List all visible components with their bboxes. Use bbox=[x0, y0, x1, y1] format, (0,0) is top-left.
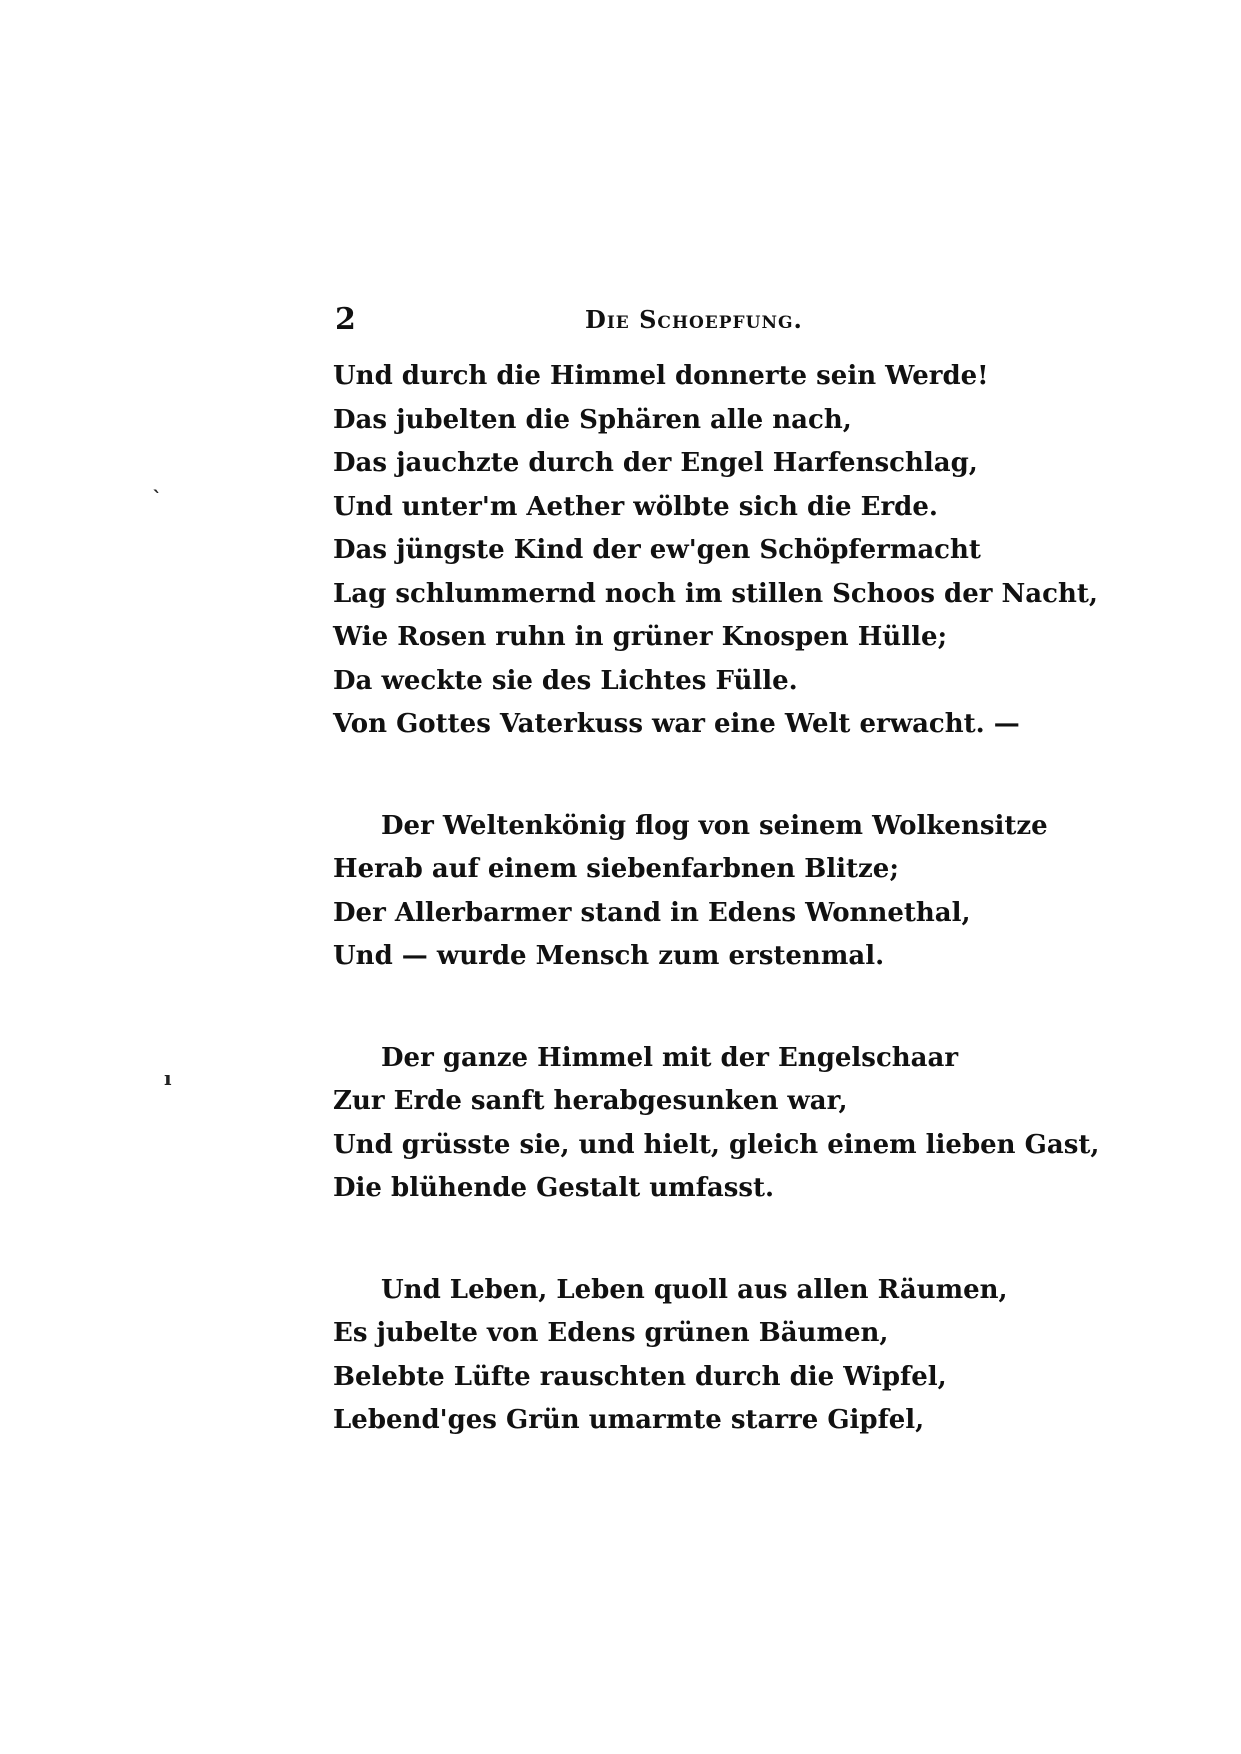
stanza-4 bbox=[333, 1269, 1133, 1443]
verse-line: Der Allerbarmer stand in Edens Wonnethal, bbox=[333, 897, 971, 928]
verse-line: Der ganze Himmel mit der Engelschaar bbox=[381, 1042, 959, 1073]
page-number: 2 bbox=[335, 302, 356, 337]
verse-line: Der Weltenkönig flog von seinem Wolkensitze bbox=[381, 810, 1048, 841]
verse-line: Herab auf einem siebenfarbnen Blitze; bbox=[333, 854, 899, 884]
verse-line: Es jubelte von Edens grünen Bäumen, bbox=[333, 1318, 889, 1348]
verse-line: Die blühende Gestalt umfasst. bbox=[333, 1173, 775, 1203]
verse-line: Das jüngste Kind der ew'gen Schöpfermacht bbox=[333, 535, 981, 565]
stanza-2 bbox=[333, 805, 1133, 979]
verse-line: Das jauchzte durch der Engel Harfenschlag, bbox=[333, 448, 978, 478]
verse-line: Wie Rosen ruhn in grüner Knospen Hülle; bbox=[333, 622, 948, 652]
verse-line: Das jubelten die Sphären alle nach, bbox=[333, 404, 852, 435]
running-title: Die Schoepfung. bbox=[585, 305, 803, 334]
stanza-1 bbox=[333, 355, 1133, 747]
running-head bbox=[335, 300, 835, 340]
verse-line: Zur Erde sanft herabgesunken war, bbox=[333, 1086, 848, 1116]
verse-line: Und grüsste sie, und hielt, gleich einem lieben Gast, bbox=[333, 1129, 1100, 1160]
stanza-3 bbox=[333, 1037, 1133, 1211]
verse-line: Da weckte sie des Lichtes Fülle. bbox=[333, 665, 798, 696]
verse-line: Und — wurde Mensch zum erstenmal. bbox=[333, 941, 885, 971]
margin-mark: ` bbox=[152, 486, 162, 510]
verse-line: Und durch die Himmel donnerte sein Werde! bbox=[333, 361, 989, 391]
verse-line: Lebend'ges Grün umarmte starre Gipfel, bbox=[333, 1405, 925, 1435]
verse-line: Und Leben, Leben quoll aus allen Räumen, bbox=[381, 1274, 1008, 1305]
verse-line: Lag schlummernd noch im stillen Schoos der Nacht, bbox=[333, 578, 1098, 609]
verse-line: Belebte Lüfte rauschten durch die Wipfel, bbox=[333, 1361, 947, 1392]
poem-body bbox=[333, 355, 1133, 1501]
verse-line: Und unter'm Aether wölbte sich die Erde. bbox=[333, 491, 938, 522]
verse-line: Von Gottes Vaterkuss war eine Welt erwacht. — bbox=[333, 709, 1020, 739]
margin-mark: ı bbox=[164, 1066, 172, 1090]
